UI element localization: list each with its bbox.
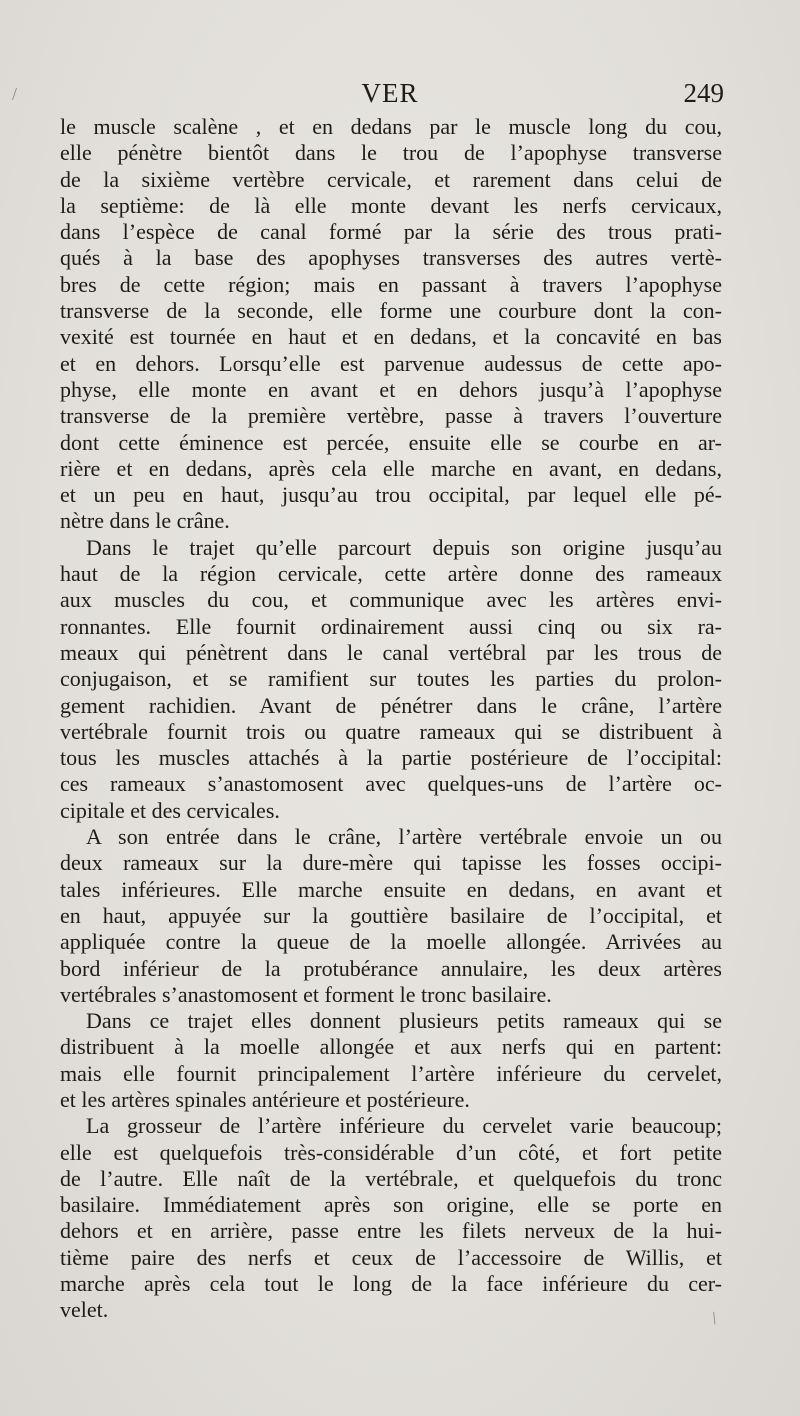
text-line: elle est quelquefois très-considérable d’un côté, et fort petite (60, 1139, 722, 1165)
text-line: distribuent à la moelle allongée et aux nerfs qui en partent: (60, 1034, 722, 1060)
text-line: et en dehors. Lorsqu’elle est parvenue audessus de cette apo- (60, 350, 722, 376)
text-line: de l’autre. Elle naît de la vertébrale, et quelquefois du tronc (60, 1165, 722, 1191)
text-line: vertébrale fournit trois ou quatre rameaux qui se distribuent à (60, 718, 722, 744)
text-line: Dans le trajet qu’elle parcourt depuis son origine jusqu’au (86, 534, 722, 560)
running-head (60, 78, 724, 118)
text-line: meaux qui pénètrent dans le canal vertébral par les trous de (60, 639, 722, 665)
text-line: dont cette éminence est percée, ensuite elle se courbe en ar- (60, 429, 722, 455)
text-line: haut de la région cervicale, cette artère donne des rameaux (60, 561, 722, 587)
paragraph (60, 1113, 722, 1323)
text-line: dans l’espèce de canal formé par la série des trous prati- (60, 219, 722, 245)
text-line: physe, elle monte en avant et en dehors jusqu’à l’apophyse (60, 376, 722, 402)
text-line: ronnantes. Elle fournit ordinairement aussi cinq ou six ra- (60, 613, 722, 639)
paragraph (60, 1008, 722, 1113)
text-line: dehors et en arrière, passe entre les filets nerveux de la hui- (60, 1218, 722, 1244)
text-line: bres de cette région; mais en passant à travers l’apophyse (60, 271, 722, 297)
text-line: de la sixième vertèbre cervicale, et rarement dans celui de (60, 166, 722, 192)
body-text (60, 114, 722, 1324)
text-line: elle pénètre bientôt dans le trou de l’apophyse transverse (60, 140, 722, 166)
text-line: mais elle fournit principalement l’artère inférieure du cervelet, (60, 1060, 722, 1086)
text-line: tous les muscles attachés à la partie postérieure de l’occipital: (60, 745, 722, 771)
text-line: et les artères spinales antérieure et postérieure. (60, 1086, 470, 1112)
paragraph (60, 114, 722, 535)
text-line: La grosseur de l’artère inférieure du cervelet varie beaucoup; (86, 1113, 722, 1139)
text-line: transverse de la seconde, elle forme une courbure dont la con- (60, 298, 722, 324)
page-number: 249 (683, 78, 724, 108)
text-line: velet. (60, 1297, 109, 1323)
paragraph (60, 824, 722, 1008)
paragraph (60, 535, 722, 824)
text-line: conjugaison, et se ramifient sur toutes les parties du prolon- (60, 666, 722, 692)
text-line: rière et en dedans, après cela elle marche en avant, en dedans, (60, 455, 722, 481)
text-line: basilaire. Immédiatement après son origine, elle se porte en (60, 1192, 722, 1218)
running-head-title: VER (361, 78, 419, 108)
text-line: vexité est tournée en haut et en dedans, et la concavité en bas (60, 324, 722, 350)
text-line: transverse de la première vertèbre, passe à travers l’ouverture (60, 403, 722, 429)
text-line: vertébrales s’anastomosent et forment le tronc basilaire. (60, 981, 552, 1007)
text-line: ces rameaux s’anastomosent avec quelques-uns de l’artère oc- (60, 771, 722, 797)
page-edge-mark: / (707, 1307, 721, 1329)
text-line: qués à la base des apophyses transverses des autres vertè- (60, 245, 722, 271)
page-edge-mark: / (12, 84, 18, 104)
text-line: tième paire des nerfs et ceux de l’accessoire de Willis, et (60, 1244, 722, 1270)
text-line: aux muscles du cou, et communique avec les artères envi- (60, 587, 722, 613)
text-line: appliquée contre la queue de la moelle allongée. Arrivées au (60, 929, 722, 955)
text-line: et un peu en haut, jusqu’au trou occipital, par lequel elle pé- (60, 482, 722, 508)
text-line: gement rachidien. Avant de pénétrer dans le crâne, l’artère (60, 692, 722, 718)
text-line: la septième: de là elle monte devant les nerfs cervicaux, (60, 192, 722, 218)
text-line: nètre dans le crâne. (60, 508, 230, 534)
text-line: marche après cela tout le long de la face inférieure du cer- (60, 1271, 722, 1297)
text-line: A son entrée dans le crâne, l’artère vertébrale envoie un ou (86, 824, 722, 850)
text-line: en haut, appuyée sur la gouttière basilaire de l’occipital, et (60, 902, 722, 928)
text-line: Dans ce trajet elles donnent plusieurs petits rameaux qui se (86, 1008, 722, 1034)
text-line: cipitale et des cervicales. (60, 797, 280, 823)
text-line: le muscle scalène , et en dedans par le muscle long du cou, (60, 114, 722, 139)
text-line: tales inférieures. Elle marche ensuite en dedans, en avant et (60, 876, 722, 902)
text-line: deux rameaux sur la dure-mère qui tapisse les fosses occipi- (60, 850, 722, 876)
text-line: bord inférieur de la protubérance annulaire, les deux artères (60, 955, 722, 981)
